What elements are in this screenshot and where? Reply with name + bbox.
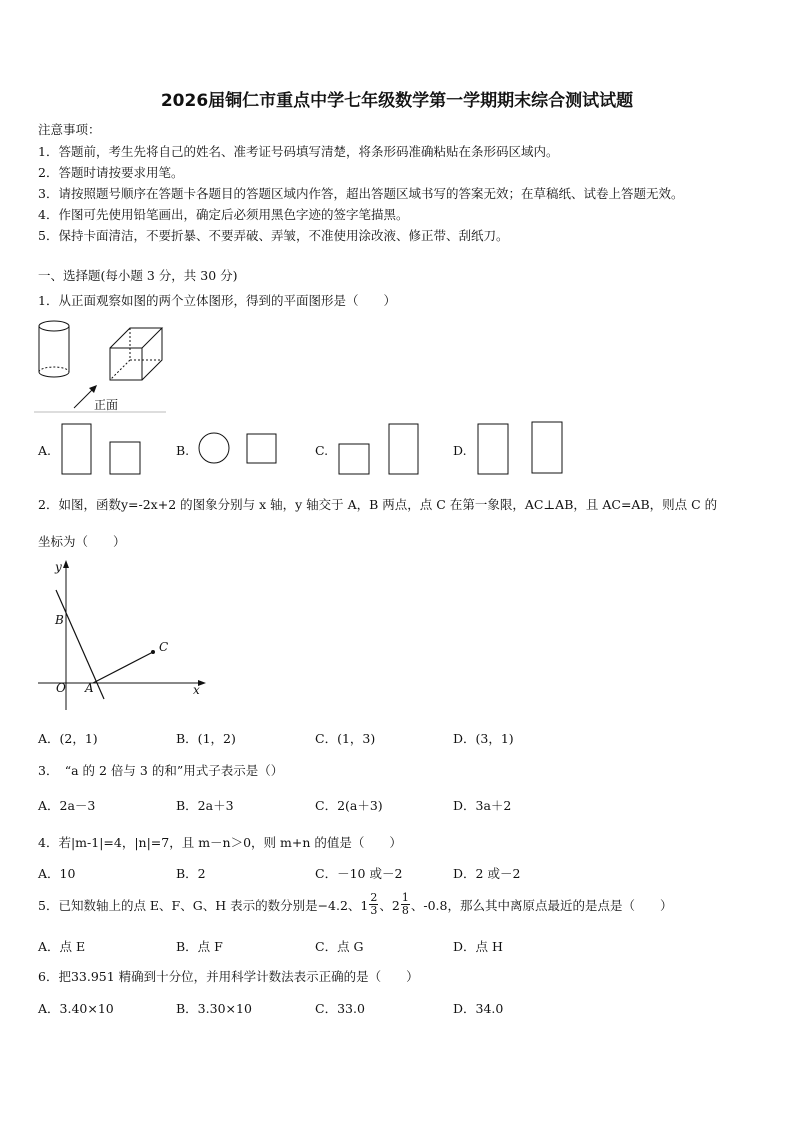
notice-item: 3．请按照题号顺序在答题卡各题目的答题区域内作答，超出答题区域书写的答案无效；在草稿纸、试卷上答题无效。 (38, 186, 684, 201)
q2-stem-continued: 坐标为（ ） (38, 534, 126, 549)
q2-option-d[interactable]: D．(3，1) (453, 731, 514, 746)
q4-option-a[interactable]: A．10 (38, 866, 76, 881)
q3-stem: 3． “a 的 2 倍与 3 的和”用式子表示是（） (38, 763, 284, 778)
q3-option-b[interactable]: B．2a＋3 (176, 798, 234, 813)
q4-option-b[interactable]: B．2 (176, 866, 206, 881)
q3-option-d[interactable]: D．3a＋2 (453, 798, 512, 813)
q1-option-a-figure (60, 420, 142, 476)
q1-option-b-figure (198, 432, 278, 466)
q2-stem: 2．如图，函数y=-2x+2 的图象分别与 x 轴，y 轴交于 A，B 两点，点 C 在第一象限，AC⊥AB，且 AC=AB，则点 C 的 (38, 497, 718, 512)
q5-stem-part-c: 、-0.8，那么其中离原点最近的是点是（ ） (410, 897, 673, 913)
q5-stem-part-b: 、2 (379, 897, 400, 913)
q4-option-c[interactable]: C．－10 或－2 (315, 866, 403, 881)
q6-stem: 6．把33.951 精确到十分位，并用科学计数法表示正确的是（ ） (38, 969, 419, 984)
q1-option-d[interactable]: D. (453, 443, 467, 458)
q5-stem-part-a: 5．已知数轴上的点 E、F、G、H 表示的数分别是−4.2、1 (38, 897, 369, 913)
notice-item: 5．保持卡面清洁，不要折暴、不要弄破、弄皱，不准使用涂改液、修正带、刮纸刀。 (38, 228, 509, 243)
section-heading: 一、选择题(每小题 3 分，共 30 分) (38, 268, 238, 283)
q2-option-b[interactable]: B．(1，2) (176, 731, 236, 746)
q5-stem (38, 892, 672, 917)
q5-fraction-one-eighth: $\frac{1}{8}$ (401, 891, 409, 917)
q1-option-c-figure (337, 420, 421, 476)
q6-option-d[interactable]: D．34.0 (453, 1001, 504, 1016)
q5-option-b[interactable]: B．点 F (176, 939, 223, 954)
q1-front-label: 正面 (94, 398, 119, 412)
q2-axis-x-label: x (193, 683, 200, 697)
q2-point-c-label: C (159, 640, 169, 654)
q2-option-a[interactable]: A．(2，1) (38, 731, 98, 746)
page-title: 2026届铜仁市重点中学七年级数学第一学期期末综合测试试题 (160, 91, 634, 111)
q5-option-a[interactable]: A．点 E (38, 939, 86, 954)
q2-option-c[interactable]: C．(1，3) (315, 731, 376, 746)
q2-origin-label: O (56, 681, 66, 695)
q3-option-a[interactable]: A．2a－3 (38, 798, 96, 813)
q1-option-c[interactable]: C. (315, 443, 329, 458)
q3-option-c[interactable]: C．2(a＋3) (315, 798, 383, 813)
notice-item: 4．作图可先使用铅笔画出，确定后必须用黑色字迹的签字笔描黑。 (38, 207, 409, 222)
q6-option-a[interactable]: A．3.40×10 (38, 1001, 114, 1016)
q4-option-d[interactable]: D．2 或－2 (453, 866, 521, 881)
q2-point-a-label: A (85, 681, 94, 695)
q6-option-c[interactable]: C．33.0 (315, 1001, 365, 1016)
q2-point-b-label: B (55, 613, 64, 627)
q5-fraction-two-thirds: $\frac{2}{3}$ (370, 891, 378, 917)
q1-option-d-figure (476, 420, 566, 476)
q6-option-b[interactable]: B．3.30×10 (176, 1001, 252, 1016)
notice-item: 2．答题时请按要求用笔。 (38, 165, 184, 180)
notice-heading: 注意事项： (38, 122, 101, 137)
q1-option-b[interactable]: B. (176, 443, 190, 458)
q5-option-d[interactable]: D．点 H (453, 939, 503, 954)
q1-stem: 1．从正面观察如图的两个立体图形，得到的平面图形是（ ） (38, 293, 396, 308)
notice-item: 1．答题前，考生先将自己的姓名、准考证号码填写清楚，将条形码准确粘贴在条形码区域内。 (38, 144, 559, 159)
q5-option-c[interactable]: C．点 G (315, 939, 364, 954)
q2-axis-y-label: y (55, 560, 62, 574)
q4-stem: 4．若|m-1|=4，|n|=7，且 m－n＞0，则 m+n 的值是（ ） (38, 835, 402, 850)
q1-option-a[interactable]: A. (38, 443, 52, 458)
